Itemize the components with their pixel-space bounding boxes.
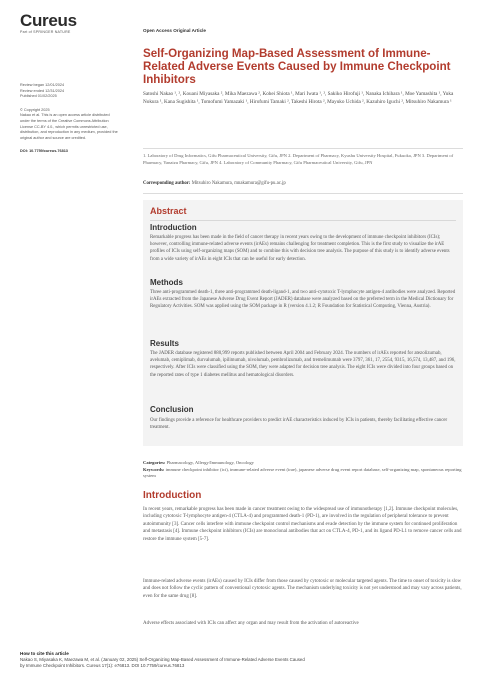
review-began: Review began 12/01/2024 — [20, 83, 65, 87]
doi-link[interactable]: DOI: 10.7759/cureus.76813 — [20, 149, 68, 154]
categories-label: Categories: — [143, 460, 166, 465]
citation-footer — [20, 651, 470, 669]
introduction-heading: Introduction — [143, 490, 202, 501]
citation-line: Nakao S, Miyasaka K, Maezawa M, et al. (January 02, 2025) Self-Organizing Map-Based Assessment of Immune-Related Adverse Events Caused — [20, 657, 305, 662]
abstract-section-heading: Introduction — [150, 223, 197, 232]
categories-keywords — [143, 460, 463, 480]
categories-line — [143, 460, 463, 467]
abstract-section-heading: Results — [150, 339, 179, 348]
introduction-paragraph: Immune-related adverse events (irAEs) caused by ICIs differ from those caused by cytotoxic or molecular targeted agents. The time to onset of toxicity is slow and does not follow the cyclic pattern of conventional cytotoxic agents. The mechanism underlying toxicity is not yet understood and may vary across patients, even for the same drug [8]. — [143, 579, 462, 599]
affiliations: 1. Laboratory of Drug Informatics, Gifu Pharmaceutical University, Gifu, JPN 2. Department of Pharmacy, Kyushu University Hospital, Fukuoka, JPN 3. Department of Pharmacy, Yanaizu Pharmacy, Gifu, JPN 4. Laboratory of Community Pharmacy, Gifu Pharmaceutical University, Gifu, JPN — [143, 153, 454, 165]
copyright-heading: © Copyright 2025 — [20, 107, 50, 112]
keywords-label: Keywords: — [143, 466, 165, 472]
keywords-value: immune checkpoint inhibitor (ici), immune-related adverse event (irae), japanese adverse drug event report database, self-organizing map, spontaneous reporting system — [143, 466, 462, 479]
abstract-section-heading: Conclusion — [150, 405, 194, 414]
citation-line: by Immune Checkpoint Inhibitors. Cureus 17(1): e76813. DOI 10.7759/cureus.76813 — [20, 663, 185, 668]
review-dates — [20, 83, 120, 100]
corresponding-email[interactable]: Mitsuhiro Nakamura, mnakamura@gifu-pu.ac.jp — [191, 181, 286, 186]
corresponding-label: Corresponding author: — [143, 181, 191, 186]
keywords-line — [143, 467, 463, 480]
divider — [143, 193, 463, 194]
divider — [143, 148, 463, 149]
article-sidebar — [20, 83, 120, 155]
abstract-divider — [150, 220, 456, 221]
logo-subtitle: Part of SPRINGER NATURE — [20, 30, 71, 34]
categories-value[interactable]: Pharmacology, Allergy/Immunology, Oncology — [166, 460, 254, 465]
journal-logo[interactable] — [20, 12, 77, 34]
logo-wordmark: Cureus — [20, 11, 77, 30]
corresponding-author — [143, 181, 463, 186]
introduction-paragraph: In recent years, remarkable progress has been made in cancer treatment owing to the widespread use of immunotherapy [1,2]. Immune checkpoint molecules, including cytotoxic T-lymphocyte antigen-4 (CTLA-4) and programmed death-1 (PD-1), are involved in the regulation of peripheral tolerance to prevent autoimmunity [3]. Cancer cells interfere with immune checkpoint control mechanisms and evade detection by the immune system for continued proliferation and metastasis [4]. Immune checkpoint inhibitors (ICIs) are monoclonal antibodies that act on CTLA-4, PD-1, and its ligand PD-L1 to remove cancer cells and restore the immune system [5-7]. — [143, 507, 462, 542]
copyright-notice — [20, 108, 120, 142]
abstract-box — [143, 200, 463, 446]
abstract-section-text: The JADER database registered 880,999 reports published between April 2004 and February 2024. The numbers of irAEs reported for atezolizumab, avelumab, cemiplimab, durvalumab, ipilimumab, nivolumab, pembrolizumab, and tremelimumab were 3797, 361, 17, 2554, 9315, 16,574, 13,487, and 196, respectively. After ICIs were classified using the SOM, they were adapted for decision tree analysis. The eight ICIs were divided into four groups based on the reported rates of type 1 diabetes mellitus and hematological disorders. — [150, 351, 456, 378]
introduction-paragraph: Adverse effects associated with ICIs can affect any organ and may result from the activation of autoreactive — [143, 621, 359, 626]
copyright-text: Nakao et al. This is an open access article distributed under the terms of the Creative Commons Attribution License CC-BY 4.0., which permits unrestricted use, distribution, and reproduction in any medium, provided the original author and source are credited. — [20, 113, 118, 140]
abstract-section-text: Our findings provide a reference for healthcare providers to predict irAE characteristics induced by ICIs in patients, thereby facilitating effective cancer treatment. — [150, 418, 448, 431]
abstract-heading: Abstract — [150, 206, 187, 216]
review-ended: Review ended 12/31/2024 — [20, 88, 65, 93]
abstract-section-text: Remarkable progress has been made in the field of cancer therapy in recent years owing to the development of immune checkpoint inhibitors (ICIs); however, controlling immune-related adverse events (irAEs) remains challenging for treatment completion. This is the first study to visualize the irAE profiles of ICIs using self-organizing maps (SOM) and to combine this with decision tree analysis. The purpose of this study is to identify adverse events from a wide variety of irAEs in eight ICIs that can be useful for early detection. — [150, 235, 450, 262]
citation-heading: How to cite this article — [20, 651, 69, 656]
article-title: Self-Organizing Map-Based Assessment of Immune-Related Adverse Events Caused by Immune Checkpoint Inhibitors — [143, 47, 451, 87]
published-date: Published 01/02/2025 — [20, 94, 57, 99]
author-list: Satoshi Nakao ¹, ², Kouani Miyasaka ², Mika Maezawa ², Kohei Shiota ¹, Mari Iwata ¹, ², Sakiko Hirofuji ¹, Nanaka Ichihara ¹, Moe Yamashita ¹, Yuka Nokura ¹, Kana Sugishita ¹, Tomofumi Yamazaki ¹, Hirofumi Tamaki ², Takeshi Hirota ², Mayuko Uchida ², Kazuhiro Iguchi ², Mitsuhiro Nakamura ¹ — [143, 91, 454, 105]
abstract-section-text: Three anti-programmed death-1, three anti-programmed death-ligand-1, and two anti-cytotoxic T-lymphocyte antigen-4 antibodies were analyzed. Reported irAEs extracted from the Japanese Adverse Drug Event Report (JADER) database were analyzed based on the preferred term in the Medical Dictionary for Regulatory Activities. SOM was applied using the SOM package in R (version 4.1.2; R Foundation for Statistical Computing, Vienna, Austria). — [150, 290, 456, 310]
abstract-section-heading: Methods — [150, 278, 183, 287]
article-type-label: Open Access Original Article — [143, 28, 206, 33]
